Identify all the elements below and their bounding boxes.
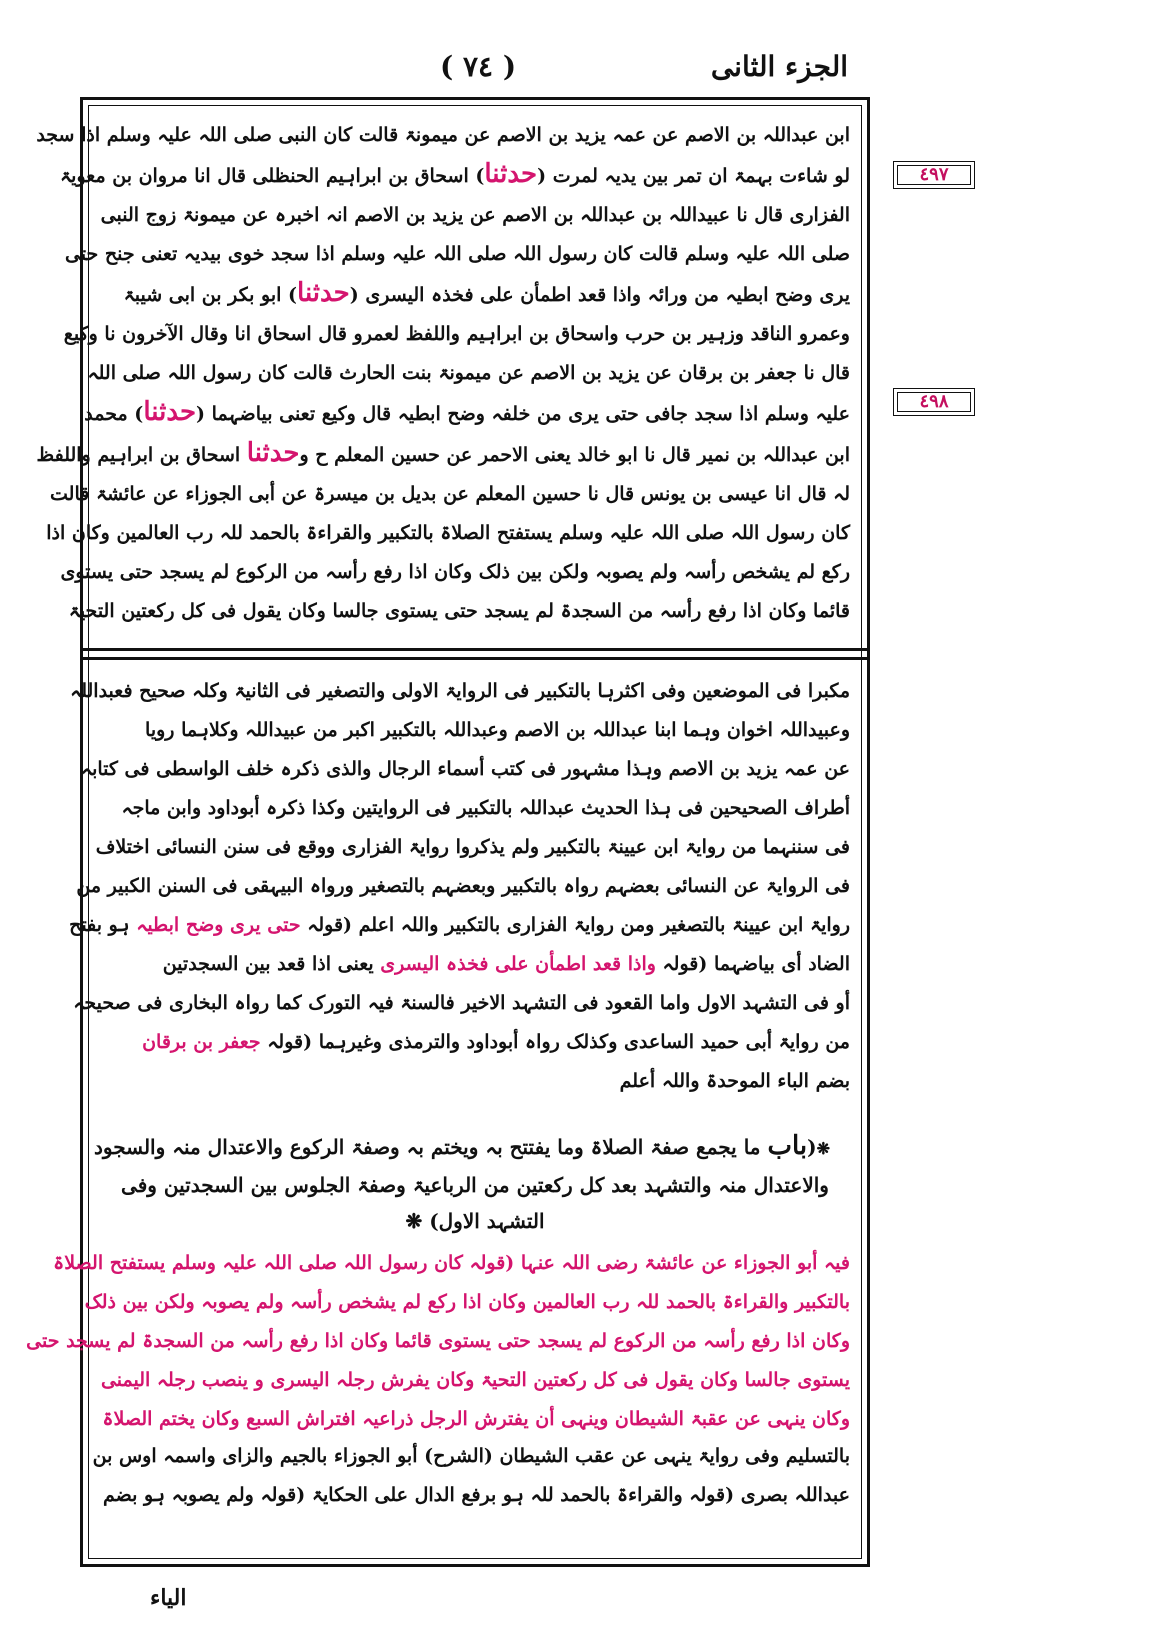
star-ornament-icon: ❋ [816, 1139, 830, 1158]
text-line: وکان اذا رفع رأسہ من الرکوع لم یسجد حتی یستوی قائما وکان اذا رفع رأسہ من السجدۃ لم یسجد حتی [26, 1330, 850, 1352]
section-divider [80, 648, 870, 660]
text-line: بالتکبیر والقراءۃ بالحمد للہ رب العالمین وکان اذا رکع لم یشخص رأسہ ولم یصوبہ ولکن بین ذلک [84, 1291, 850, 1313]
commentary-text [92, 1437, 850, 1557]
text-line: بالتسلیم وفی روایۃ ینہی عن عقب الشیطان (الشرح) أبو الجوزاء بالجیم والزای واسمہ اوس بن [92, 1445, 850, 1467]
text-line: فیہ أبو الجوزاء عن عائشۃ رضی اللہ عنہا (قولہ کان رسول اللہ صلی اللہ علیہ وسلم یستفتح الصلاۃ [53, 1252, 850, 1274]
chapter-label: باب [767, 1131, 808, 1161]
text-line: الضاد أی بیاضہما (قولہ واذا قعد اطمأن علی فخذہ الیسری یعنی اذا قعد بین السجدتین [162, 953, 850, 975]
commentary-text [69, 672, 850, 1127]
volume-title: الجزء الثانی [710, 50, 848, 83]
text-line: کان رسول اللہ صلی اللہ علیہ وسلم یستفتح الصلاۃ بالتکبیر والقراءۃ بالحمد للہ رب العالمین وکان اذا [46, 522, 850, 544]
text-line: قال نا جعفر بن برقان عن یزید بن الاصم عن میمونۃ بنت الحارث قالت کان رسول اللہ صلی اللہ [87, 362, 850, 384]
quoted-lemma: واذا قعد اطمأن علی فخذہ الیسری [380, 953, 656, 975]
text-line: وعبیداللہ اخوان وہما ابنا عبداللہ بن الاصم وعبداللہ بالتکبیر اکبر من عبیداللہ وکلاہما رویا [145, 719, 850, 741]
text-line: لو شاءت بہمۃ ان تمر بین یدیہ لمرت (حدثنا) اسحاق بن ابراہیم الحنظلی قال انا مروان بن معویۃ [60, 159, 850, 189]
chapter-title-line: التشہد الاول) ❋ [405, 1209, 545, 1233]
text-line: عبداللہ بصری (قولہ والقراءۃ بالحمد للہ ہو برفع الدال علی الحکایۃ (قولہ ولم یصوبہ ہو بضم [103, 1484, 850, 1506]
page-number: ( ٧٤ ) [440, 50, 517, 83]
haddathana-keyword: حدثنا [143, 397, 197, 427]
text-line: صلی اللہ علیہ وسلم قالت کان رسول اللہ صلی اللہ علیہ وسلم اذا سجد خوی بیدیہ تعنی جنح حتی [64, 243, 850, 265]
text-line: ابن عبداللہ بن الاصم عن عمہ یزید بن الاصم عن میمونۃ قالت کان النبی صلی اللہ علیہ وسلم اذا سجد [36, 124, 850, 146]
haddathana-keyword: حدثنا [246, 438, 300, 468]
text-line: وکان ینہی عن عقبۃ الشیطان وینہی أن یفترش الرجل ذراعیہ افتراش السبع وکان یختم الصلاۃ [102, 1408, 850, 1430]
catchword: الیاء [150, 1585, 187, 1611]
haddathana-keyword: حدثنا [484, 159, 538, 189]
quoted-hadith-text [26, 1244, 850, 1434]
text-line: وعمرو الناقد وزہیر بن حرب واسحاق بن ابراہیم واللفظ لعمرو قال اسحاق انا وقال الآخرون نا وکیع [63, 323, 850, 345]
text-line: من روایۃ أبی حمید الساعدی وکذلک رواہ أبوداود والترمذی وغیرہما (قولہ جعفر بن برقان [142, 1031, 850, 1053]
quoted-lemma: جعفر بن برقان [142, 1031, 261, 1053]
text-line: أو فی التشہد الاول واما القعود فی التشہد الاخیر فالسنۃ فیہ التورک کما رواہ البخاری فی صحیحہ [73, 992, 850, 1014]
text-line: فی الروایۃ عن النسائی بعضہم رواہ بالتکبیر وبعضہم بالتصغیر ورواہ البیہقی فی السنن الکبیر من [76, 875, 850, 897]
text-line: فی سننہما من روایۃ ابن عیینۃ بالتکبیر ولم یذکروا روایۃ الفزاری ووقع فی سنن النسائی اختلاف [95, 836, 850, 858]
text-line: لہ قال انا عیسی بن یونس قال نا حسین المعلم عن بدیل بن میسرۃ عن أبی الجوزاء عن عائشۃ قالت [50, 483, 850, 505]
text-line: عن عمہ یزید بن الاصم وہذا مشہور فی کتب أسماء الرجال والذی ذکرہ خلف الواسطی فی کتابہ [80, 758, 850, 780]
text-line: قائما وکان اذا رفع رأسہ من السجدۃ لم یسجد حتی یستوی جالسا وکان یقول فی کل رکعتین التحیۃ [68, 600, 850, 622]
hadith-number-box [893, 388, 975, 416]
page-header [0, 42, 1158, 92]
text-line: بضم الباء الموحدۃ واللہ أعلم [619, 1070, 850, 1092]
chapter-title-line: ما یجمع صفۃ الصلاۃ وما یفتتح بہ ویختم بہ وصفۃ الرکوع والاعتدال منہ والسجود [93, 1135, 761, 1159]
text-line: علیہ وسلم اذا سجد جافی حتی یری من خلفہ وضح ابطیہ قال وکیع تعنی بیاضہما (حدثنا) محمد [84, 397, 850, 427]
hadith-text [36, 116, 850, 646]
text-line: مکبرا فی الموضعین وفی اکثرہا بالتکبیر فی الروایۃ الاولی والتصغیر فی الثانیۃ وکلہ صحیح فعبداللہ [70, 680, 850, 702]
chapter-title-line: والاعتدال منہ والتشہد بعد کل رکعتین من الرباعیۃ وصفۃ الجلوس بین السجدتین وفی [121, 1173, 829, 1197]
hadith-number-box [893, 161, 975, 189]
text-line: أطراف الصحیحین فی ہذا الحدیث عبداللہ بالتکبیر فی الروایتین وکذا ذکرہ أبوداود وابن ماجہ [121, 797, 850, 819]
text-line: یستوی جالسا وکان یقول فی کل رکعتین التحیۃ وکان یفرش رجلہ الیسری و ینصب رجلہ الیمنی [100, 1369, 850, 1391]
text-line: یری وضح ابطیہ من ورائہ واذا قعد اطمأن علی فخذہ الیسری (حدثنا) ابو بکر بن ابی شیبۃ [123, 278, 850, 308]
quoted-lemma: حتی یری وضح ابطیہ [136, 914, 301, 936]
chapter-heading: ❋(باب ما یجمع صفۃ الصلاۃ وما یفتتح بہ ویختم بہ وصفۃ الرکوع والاعتدال منہ والسجود والاعتدال منہ والتشہد بعد کل رکعتین من الرباعیۃ وصفۃ الجلوس بین السجدتین وفی التشہد الاول) ❋ [120, 1128, 830, 1233]
hadith-number: ٤٩٧ [919, 164, 949, 185]
hadith-number: ٤٩٨ [919, 391, 949, 412]
haddathana-keyword: حدثنا [297, 278, 350, 308]
text-line: روایۃ ابن عیینۃ بالتصغیر ومن روایۃ الفزاری بالتکبیر واللہ اعلم (قولہ حتی یری وضح ابطیہ ہو بفتح [69, 914, 850, 936]
text-line: ابن عبداللہ بن نمیر قال نا ابو خالد یعنی الاحمر عن حسین المعلم ح وحدثنا اسحاق بن ابراہیم واللفظ [36, 438, 850, 468]
text-line: رکع لم یشخص رأسہ ولم یصوبہ ولکن بین ذلک وکان اذا رفع رأسہ من الرکوع لم یسجد حتی یستوی [60, 561, 850, 583]
text-line: الفزاری قال نا عبیداللہ بن عبداللہ بن الاصم عن یزید بن الاصم انہ اخبرہ عن میمونۃ زوج النبی [100, 204, 850, 226]
